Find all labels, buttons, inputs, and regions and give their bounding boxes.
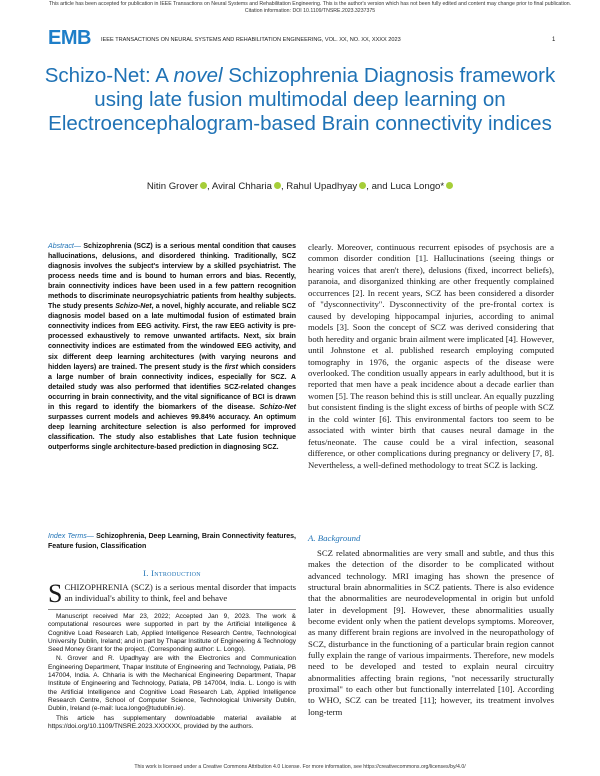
footnote-affiliations: N. Grover and R. Upadhyay are with the Electronics and Communication Engineering Department, Thapar Institute of Engineering and Technology, Patiala, PB 147004, India. A. Chharia is with the Mechanical Engineering Department, Thapar Institute of Engineering and Technology, Patiala, PB 147004, India. L. Longo is with the Artificial Intelligence and Cognitive Load Research Lab, Applied Intelligence Research Centre, School of Computer Science, Technological University Dublin, Dublin, Ireland (e-mail: luca.longo@tudublin.ie).: [48, 655, 296, 713]
background-paragraph: SCZ related abnormalities are very small and subtle, and thus this makes the detection of the disorder to be complicated without advanced technology. MRI imaging has shown the presence of structural brain abnormalities in SCZ patients. There is also evidence that the abnormalities are neurodevelopmental in origin but unfold later in development [9]. However, these abnormalities usually become evident only when the patient develops symptoms. Moreover, as many different brain regions are involved in the neuropathology of SCZ, disturbance in the functioning of a particular brain region cannot fully explain the range of various impairments. Therefore, new models need to be developed and tested to explain neural circuitry abnormalities affecting brain regions, "not necessarily structurally proximal" to each other but functionally interrelated [10]. According to WHO, SCZ can be treated [11]; however, its treatment involves long-term: [308, 548, 554, 717]
subsection-heading-background: A. Background: [308, 533, 361, 543]
orcid-icon[interactable]: [446, 182, 453, 189]
page-number: 1: [552, 37, 556, 43]
author-4: and Luca Longo*: [371, 181, 445, 192]
title-novel: novel: [173, 64, 223, 87]
drop-cap: S: [48, 579, 63, 608]
footnote-supplementary: This article has supplementary downloadable material available at https://doi.org/10.1109/TNSRE.2023.XXXXXX, provided by the authors.: [48, 714, 296, 730]
index-terms-label: Index Terms: [48, 533, 87, 540]
running-head: IEEE TRANSACTIONS ON NEURAL SYSTEMS AND REHABILITATION ENGINEERING, VOL. XX, NO. XX, XXXX 2023: [101, 37, 401, 43]
index-terms: Index Terms— Schizophrenia, Deep Learning, Brain Connectivity features, Feature fusion, Classification: [48, 533, 297, 550]
paper-title: [40, 64, 560, 136]
intro-continued: clearly. Moreover, continuous recurrent episodes of psychosis are a common disorder condition [1]. Hallucinations (seeing things or hearing voices that aren't there), delusions (fixed, incorrect beliefs), paranoia, and disorganized thinking are other frequently complained occurrences [2]. In recent years, SCZ has been considered a disorder of "dysconnectivity". Dysconnectivity of the pre-frontal cortex is caused by developing hippocampal injuries, according to animal models [3]. Soon the concept of SCZ was derived considering that both heredity and organic brain ailment were implicated [4]. However, until Johnstone et al. published research employing computed tomography in 1976, the organic aspects of the disease were overlooked. The condition usually appears in early adulthood, but it is reported that men have a peak incidence about a decade earlier than women [5]. The reason behind this is still unclear. An equally puzzling but consistent finding is the slight excess of births of people with SCZ in the cold winter [6]. This environmental factors too seem to be associated with winter birth that causes neural damage in the fetus/neonate. The cause could be a viral infection, seasonal difference, or other complications during pregnancy or delivery [7, 8]. Nevertheless, a well-defined methodology to treat SCZ is lacking.: [308, 242, 554, 470]
footnote-rule: [48, 609, 296, 610]
license-footer[interactable]: This work is licensed under a Creative Commons Attribution 4.0 License. For more information, see https://creativecommons.org/licenses/by/4.0/: [134, 764, 466, 770]
orcid-icon[interactable]: [359, 182, 366, 189]
title-part-1: Schizo-Net: A: [44, 64, 174, 87]
orcid-icon[interactable]: [200, 182, 207, 189]
author-2: Aviral Chharia: [211, 181, 272, 192]
section-heading-introduction: I. Introduction: [143, 568, 201, 578]
title-part-2: Schizophrenia Diagnosis framework using late fusion multimodal deep learning on Electroencephalogram-based Brain connectivity indices: [48, 64, 556, 135]
emb-logo: EMB: [48, 27, 91, 49]
publication-notice: This article has been accepted for publication in IEEE Transactions on Neural Systems and Rehabilitation Engineering. This is the author's version which has not been fully edited and content may change prior to final publication. Citation information: DOI 10.1109/TNSRE.2023.3237375: [48, 1, 572, 14]
author-list: Nitin Grover , Aviral Chharia , Rahul Upadhyay , and Luca Longo*: [40, 181, 560, 192]
author-3: Rahul Upadhyay: [286, 181, 358, 192]
abstract-label: Abstract: [48, 243, 74, 250]
orcid-icon[interactable]: [274, 182, 281, 189]
abstract: Abstract— Schizophrenia (SCZ) is a serious mental condition that causes hallucinations, delusions, and disordered thinking. Traditionally, SCZ diagnosis involves the subject's interview by a skilled psychiatrist. The process needs time and is bound to human errors and bias. Recently, brain connectivity indices have been used in a few pattern recognition methods to discriminate neuropsychiatric patients from healthy subjects. The study presents Schizo-Net, a novel, highly accurate, and reliable SCZ diagnosis model based on a late multimodal fusion of estimated brain connectivity indices from EEG activity. First, the raw EEG activity is pre-processed exhaustively to remove unwanted artifacts. Next, six brain connectivity indices are estimated from the windowed EEG activity, and six different deep learning architectures (with varying neurons and hidden layers) are trained. The present study is the first which considers a large number of brain connectivity indices, especially for SCZ. A detailed study was also performed that identifies SCZ-related changes occurring in brain connectivity, and the vital significance of BCI is drawn in this regard to identify the biomarkers of the disease. Schizo-Net surpasses current models and achieves 99.84% accuracy. An optimum deep learning architecture selection is also performed for improved classification. The study also establishes that Late fusion technique outperforms single architecture-based prediction in diagnosing SCZ.: [48, 243, 296, 451]
footnotes: [48, 613, 296, 731]
author-1: Nitin Grover: [146, 181, 199, 192]
footnote-manuscript: Manuscript received Mar 23, 2022; Accepted Jan 9, 2023. The work & computational resources were supported in part by the Artificial Intelligence & Cognitive Load Research Lab, Applied Intelligence Research Centre, Technological University Dublin, Ireland; and in part by Thapar Institute of Engineering & Technology Seed Money Grant for the project. (Corresponding author: L. Longo).: [48, 613, 296, 654]
intro-paragraph: SCHIZOPHRENIA (SCZ) is a serious mental disorder that impacts an individual's ability to think, feel and behave: [48, 579, 296, 608]
